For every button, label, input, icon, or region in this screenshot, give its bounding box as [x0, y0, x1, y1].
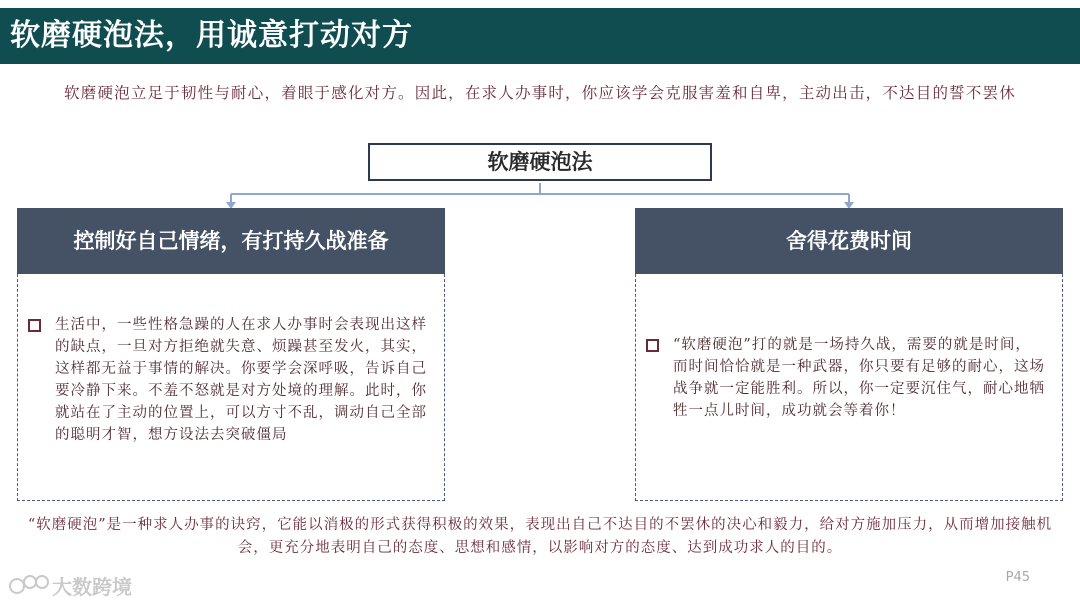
right-panel-body [635, 274, 1063, 501]
right-panel-heading: 舍得花费时间 [635, 208, 1063, 274]
right-panel-text: “软磨硬泡”打的就是一场持久战，需要的就是时间，而时间恰恰就是一种武器，你只要有足够的耐心，这场战争就一定能胜利。所以，你一定要沉住气，耐心地牺牲一点儿时间，成功就会等着你！ [673, 337, 1045, 419]
watermark-text: 大数跨境 [52, 574, 132, 599]
page-title: 软磨硬泡法，用诚意打动对方 [10, 18, 413, 53]
summary-text: “软磨硬泡”是一种求人办事的诀窍，它能以消极的形式获得积极的效果，表现出自己不达目的不罢休的决心和毅力，给对方施加压力，从而增加接触机会，更充分地表明自己的态度、思想和感情，以影响对方的态度、达到成功求人的目的。 [27, 517, 1053, 556]
left-panel-heading: 控制好自己情绪，有打持久战准备 [17, 208, 445, 274]
left-panel-bullet [28, 314, 428, 446]
left-panel-text: 生活中，一些性格急躁的人在求人办事时会表现出这样的缺点，一旦对方拒绝就失意、烦躁甚至发火，其实，这样都无益于事情的解决。你要学会深呼吸，告诉自己要冷静下来。不羞不怒就是对方处境的理解。此时，你就站在了主动的位置上，可以方寸不乱，调动自己全部的聪明才智，想方设法去突破僵局 [55, 317, 427, 443]
watermark-icon [8, 572, 52, 598]
right-panel-bullet [646, 334, 1046, 422]
square-bullet-icon [646, 339, 659, 352]
page-number: P45 [1005, 570, 1030, 585]
square-bullet-icon [28, 319, 41, 332]
intro-text: 软磨硬泡立足于韧性与耐心，着眼于感化对方。因此，在求人办事时，你应该学会克服害羞和自卑，主动出击，不达目的誓不罢休 [64, 84, 1016, 102]
left-panel-body [17, 274, 445, 501]
center-label-box: 软磨硬泡法 [368, 143, 712, 181]
watermark-logo [8, 570, 132, 600]
